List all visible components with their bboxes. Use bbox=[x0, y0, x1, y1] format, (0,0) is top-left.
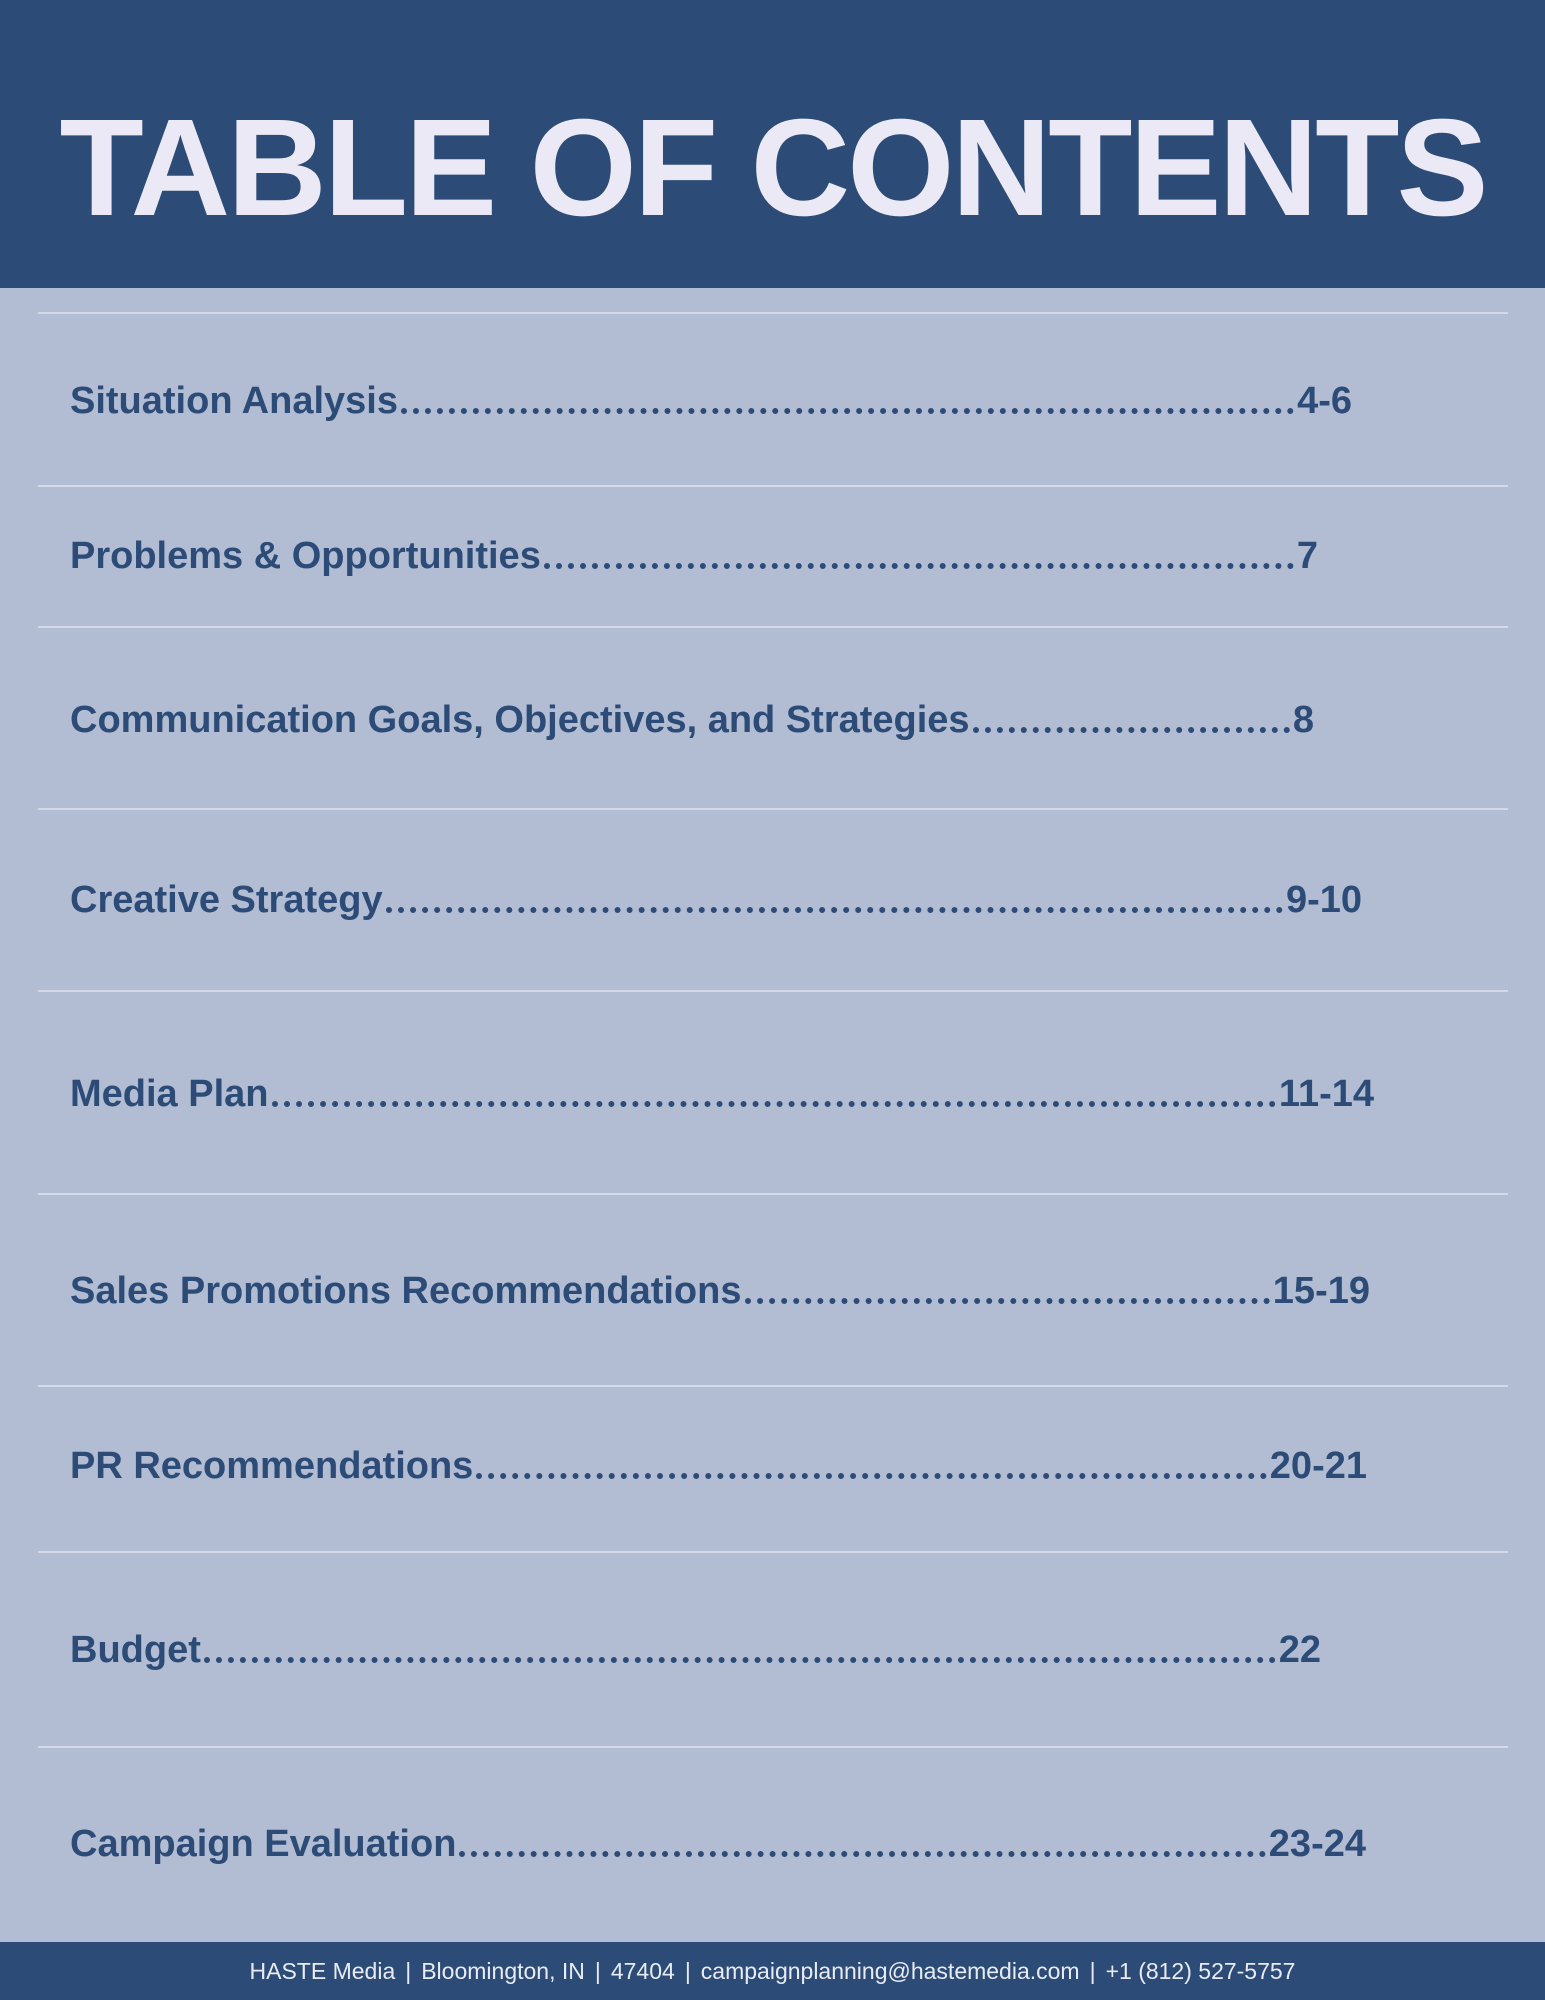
toc-entry-label: PR Recommendations bbox=[70, 1444, 474, 1487]
toc-entry-label: Situation Analysis bbox=[70, 379, 398, 422]
toc-entry-page: 4-6 bbox=[1297, 379, 1352, 422]
toc-entry-label: Sales Promotions Recommendations bbox=[70, 1269, 742, 1312]
toc-entry-sales-promotions[interactable] bbox=[70, 1266, 1370, 1316]
toc-entry-creative-strategy[interactable] bbox=[70, 875, 1362, 925]
toc-entry-page: 23-24 bbox=[1268, 1822, 1366, 1865]
toc-entry-situation-analysis[interactable] bbox=[70, 376, 1352, 426]
footer-phone[interactable]: +1 (812) 527-5757 bbox=[1105, 1958, 1296, 1984]
toc-entry-page: 15-19 bbox=[1272, 1269, 1370, 1312]
dot-leader bbox=[973, 727, 1290, 733]
footer-separator: | bbox=[405, 1958, 412, 1984]
toc-entry-page: 9-10 bbox=[1285, 878, 1362, 921]
divider bbox=[38, 1746, 1508, 1748]
footer-separator: | bbox=[684, 1958, 691, 1984]
toc-entry-label: Problems & Opportunities bbox=[70, 534, 541, 577]
toc-entry-label: Budget bbox=[70, 1628, 201, 1671]
divider bbox=[38, 312, 1508, 314]
dot-leader bbox=[459, 1851, 1265, 1857]
toc-entry-label: Creative Strategy bbox=[70, 878, 383, 921]
page-title: TABLE OF CONTENTS bbox=[59, 91, 1486, 245]
divider bbox=[38, 1551, 1508, 1553]
toc-entry-label: Campaign Evaluation bbox=[70, 1822, 457, 1865]
toc-entry-label: Media Plan bbox=[70, 1072, 269, 1115]
dot-leader bbox=[272, 1101, 1276, 1107]
footer-city: Bloomington, IN bbox=[421, 1958, 585, 1984]
toc-entry-page: 20-21 bbox=[1269, 1444, 1367, 1487]
footer-separator: | bbox=[1089, 1958, 1096, 1984]
toc-entry-media-plan[interactable] bbox=[70, 1069, 1374, 1119]
toc-entry-page: 22 bbox=[1278, 1628, 1321, 1671]
dot-leader bbox=[745, 1298, 1270, 1304]
footer-separator: | bbox=[594, 1958, 601, 1984]
toc-entry-problems-opportunities[interactable] bbox=[70, 531, 1318, 581]
divider bbox=[38, 990, 1508, 992]
toc-entry-pr-recommendations[interactable] bbox=[70, 1441, 1367, 1491]
footer-zip: 47404 bbox=[610, 1958, 675, 1984]
dot-leader bbox=[544, 563, 1294, 569]
divider bbox=[38, 1193, 1508, 1195]
toc-entry-campaign-evaluation[interactable] bbox=[70, 1819, 1366, 1869]
dot-leader bbox=[401, 408, 1294, 414]
toc-entry-budget[interactable] bbox=[70, 1625, 1321, 1675]
dot-leader bbox=[386, 907, 1283, 913]
toc-entry-page: 8 bbox=[1292, 698, 1314, 741]
footer-company: HASTE Media bbox=[249, 1958, 396, 1984]
dot-leader bbox=[476, 1473, 1266, 1479]
toc-entry-page: 11-14 bbox=[1278, 1072, 1374, 1115]
dot-leader bbox=[204, 1657, 1276, 1663]
divider bbox=[38, 808, 1508, 810]
toc-entry-communication-goals[interactable] bbox=[70, 695, 1314, 745]
footer-contact bbox=[0, 1942, 1545, 2000]
divider bbox=[38, 1385, 1508, 1387]
footer-email[interactable]: campaignplanning@hastemedia.com bbox=[700, 1958, 1080, 1984]
toc-entry-label: Communication Goals, Objectives, and Strategies bbox=[70, 698, 970, 741]
divider bbox=[38, 626, 1508, 628]
divider bbox=[38, 485, 1508, 487]
toc-entry-page: 7 bbox=[1296, 534, 1318, 577]
